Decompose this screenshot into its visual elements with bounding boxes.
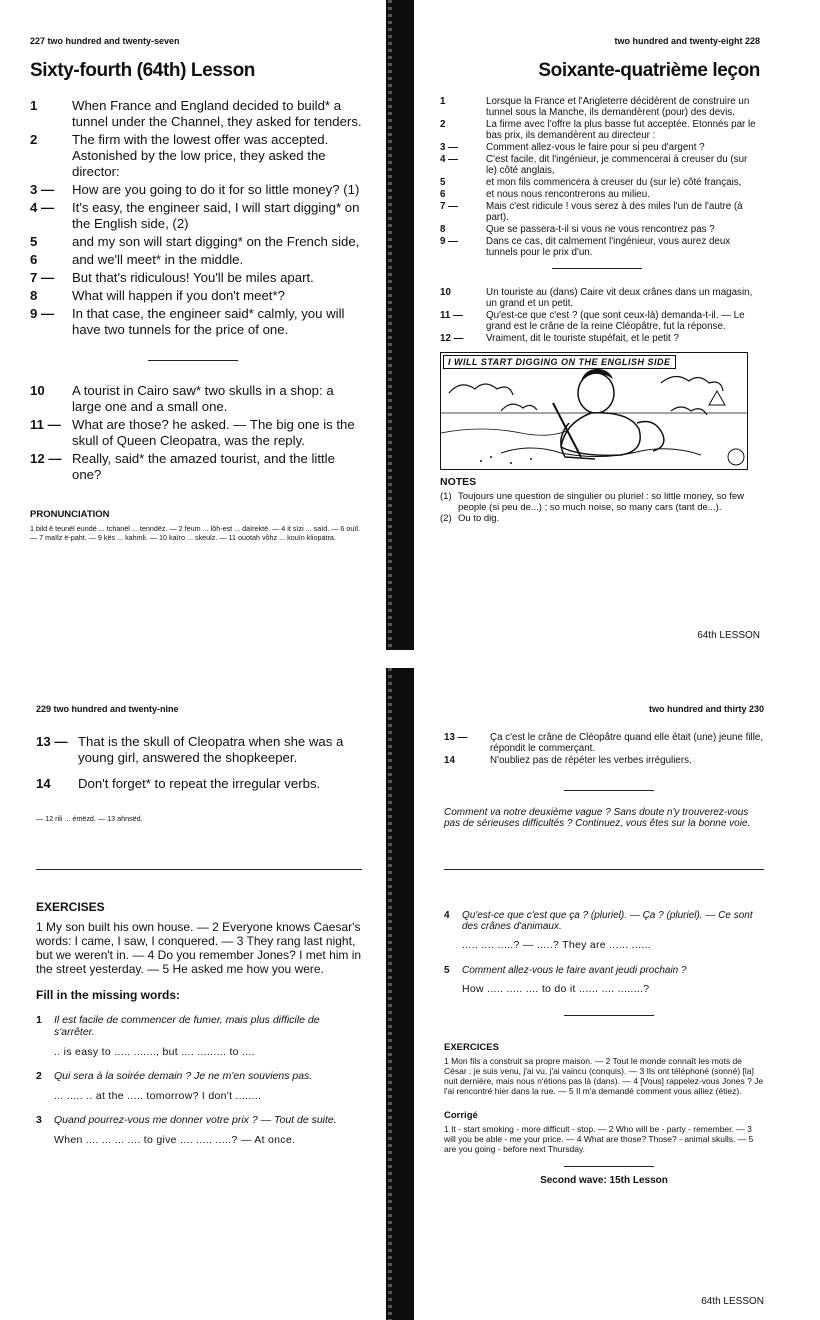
notes-list [440,491,760,524]
running-head: 229 two hundred and twenty-nine [36,704,179,714]
dialogue-line: 4 — C'est facile, dit l'ingénieur, je commencerai à creuser du (sur le) côté anglais, [440,154,748,176]
corrige-heading: Corrigé [444,1110,478,1121]
divider [36,869,362,870]
dialogue-line: 14 N'oubliez pas de répéter les verbes irréguliers. [444,755,692,766]
note-item: (2) Ou to dig. [440,513,500,524]
page-footer: 64th LESSON [701,1296,764,1307]
dialogue-line: 2 La firme avec l'offre la plus basse fut acceptée. Etonnés par le bas prix, ils demandèrent au directeur : [440,119,756,141]
exercices-text: 1 Mon fils a construit sa propre maison. — 2 Tout le monde connaît les mots de César : je suis venu, j'ai vu, j'ai vaincu (conquis). — 3 Ils ont téléphoné (sonné) [la] nuit dernière, mais nous n'étions pas là (dans). — 4 [Vous] rappelez-vous Jones ? Je l'ai rencontré hier dans la rue. — 5 Il m'a demandé comment vous alliez (étiez). [444,1056,764,1096]
fill-item: 5 Comment allez-vous le faire avant jeudi prochain ? How ..... ..... .... to do it ...... .... ........? [444,965,764,995]
dialogue-line: 3 — Comment allez-vous le faire pour si peu d'argent ? [440,142,705,153]
note-item: (1) Toujours une question de singulier ou pluriel : so little money, so few people (si peu de...) ; so much noise, so many cars (tant de...). [440,491,745,513]
digging-man-drawing [441,353,747,469]
dialogue-line: 5 and my son will start digging* on the French side, [30,234,360,249]
fill-blank[interactable]: .. is easy to ..... ......., but .... ......... to .... [54,1046,255,1058]
dialogue-line: 13 — That is the skull of Cleopatra when she was a young girl, answered the shopkeeper. [36,734,344,765]
french-dialogue [444,732,764,766]
page-228 [410,0,820,650]
divider [564,1015,654,1016]
divider [148,360,238,361]
dialogue-line: 10 A tourist in Cairo saw* two skulls in a shop: a large one and a small one. [30,383,334,414]
dialogue-line: 11 — Qu'est-ce que c'est ? (que sont ceux-là) demanda-t-il. — Le grand est le crâne de la reine Cléopâtre, fut la réponse. [440,310,745,332]
page-footer: 64th LESSON [697,630,760,641]
fill-blank[interactable]: ..... .... .....? — .....? They are ...... ...... [462,939,651,951]
dialogue-line: 9 — In that case, the engineer said* calmly, you will have two tunnels for the price of one. [30,306,345,337]
dialogue-line: 3 — How are you going to do it for so little money? (1) [30,182,360,197]
lesson-title: Sixty-fourth (64th) Lesson [30,60,256,81]
running-head: two hundred and twenty-eight 228 [614,36,760,46]
divider [444,869,764,870]
english-dialogue [36,734,362,792]
divider [564,1166,654,1167]
fill-blank[interactable]: How ..... ..... .... to do it ...... .... ........? [462,983,650,995]
running-head: two hundred and thirty 230 [648,704,764,714]
dialogue-line: 11 — What are those? he asked. — The big one is the skull of Queen Cleopatra, was the reply. [30,417,355,448]
dialogue-line: 8 Que se passera-t-il si vous ne vous rencontrez pas ? [440,224,715,235]
fill-item: 2 Qui sera à la soirée demain ? Je ne m'en souviens pas. ... ..... .. at the ..... tomorrow? I don't ........ [36,1070,362,1102]
divider [564,790,654,791]
fill-blank[interactable]: ... ..... .. at the ..... tomorrow? I don't ........ [54,1090,262,1102]
dialogue-line: 5 et mon fils commencera à creuser du (sur le) côté français, [440,177,742,188]
encouragement-text: Comment va notre deuxième vague ? Sans doute n'y trouverez-vous pas de sérieuses difficultés ? Continuez, vous êtes sur la bonne voie. [444,807,751,829]
page-230 [410,668,820,1320]
dialogue-line: 4 — It's easy, the engineer said, I will start digging* on the English side, (2) [30,200,360,231]
pronunciation-text: — 12 rili ... émëzd. — 13 ahnsëd. [36,814,143,823]
pronunciation-heading: PRONUNCIATION [30,509,110,520]
dialogue-line: 6 et nous nous rencontrerons au milieu. [440,189,650,200]
dialogue-line: 13 — Ça c'est le crâne de Cléopâtre quand elle était (une) jeune fille, répondit le commerçant. [444,732,764,754]
dialogue-line: 7 — But that's ridiculous! You'll be miles apart. [30,270,314,285]
french-dialogue [440,96,760,258]
dialogue-line: 1 When France and England decided to build* a tunnel under the Channel, they asked for tenders. [30,98,362,129]
dialogue-line: 10 Un touriste au (dans) Caire vit deux crânes dans un magasin, un grand et un petit. [440,287,753,309]
exercices-heading: EXERCICES [444,1042,499,1053]
dialogue-line: 6 and we'll meet* in the middle. [30,252,244,267]
fill-blank[interactable]: When .... ... ... .... to give .... ..... .....? — At once. [54,1134,296,1146]
english-dialogue [30,98,362,338]
dialogue-line: 12 — Vraiment, dit le touriste stupéfait, et le petit ? [440,333,679,344]
dialogue-line: 2 The firm with the lowest offer was accepted. Astonished by the low price, they asked the director: [30,132,329,179]
page-229 [0,668,388,1320]
dialogue-line: 7 — Mais c'est ridicule ! vous serez à des miles l'un de l'autre (à part). [440,201,743,223]
dialogue-line: 9 — Dans ce cas, dit calmement l'ingénieur, vous aurez deux tunnels pour le prix d'un. [440,236,731,258]
dialogue-line: 14 Don't forget* to repeat the irregular verbs. [36,776,321,791]
cartoon-illustration [440,352,748,470]
fill-item: 3 Quand pourrez-vous me donner votre prix ? — Tout de suite. When .... ... ... .... to give .... ..... .....? — At once. [36,1114,362,1146]
french-dialogue-2 [440,287,760,344]
fill-heading: Fill in the missing words: [36,988,181,1002]
second-wave-note: Second wave: 15th Lesson [540,1175,668,1186]
notes-heading: NOTES [440,476,477,488]
lesson-title: Soixante-quatrième leçon [538,60,760,81]
exercises-heading: EXERCISES [36,900,105,914]
dialogue-line: 1 Lorsque la France et l'Angleterre décidèrent de construire un tunnel sous la Manche, ils demandèrent (pour) des devis. [440,96,750,118]
english-dialogue-2 [30,383,362,483]
running-head: 227 two hundred and twenty-seven [30,36,180,46]
divider [552,268,642,269]
fill-item: 4 Qu'est-ce que c'est que ça ? (pluriel). — Ça ? (pluriel). — Ce sont des crânes d'animaux. ..... .... .....? — .....? They are ...... ...... [444,910,764,951]
dialogue-line: 12 — Really, said* the amazed tourist, and the little one? [30,451,335,482]
page-227 [0,0,388,650]
corrige-text: 1 It - start smoking - more difficult - stop. — 2 Who will be - party - remember. — 3 will you be able - me your price. — 4 What are those? Those? - animal skulls. — 5 are you going - before next Thursday. [444,1124,754,1154]
exercises-text: 1 My son built his own house. — 2 Everyone knows Caesar's words: I came, I saw, I conquered. — 3 They rang last night, but we weren't in. — 4 Do you remember Jones? I met him in the street yesterday. — 5 He asked me how you were. [36,920,362,976]
pronunciation-text: 1 bild ê teunël eundé ... tchanël ... tenndëz. — 2 feum ... lôh-est ... daïrektë. — 4 it sïzi ... saïd. — 6 ouïl. — 7 maïlz ë-paht. — 9 kës ... kahmli. — 10 kaïro ... skeulz. — 11 ouotah vôhz ... kouïn kliopatra. [30,524,361,542]
dialogue-line: 8 What will happen if you don't meet*? [30,288,285,303]
cartoon-caption: I WILL START DIGGING ON THE ENGLISH SIDE [443,355,676,369]
fill-item: 1 Il est facile de commencer de fumer, mais plus difficile de s'arrêter. .. is easy to ..... ......., but .... ......... to .... [36,1014,362,1058]
